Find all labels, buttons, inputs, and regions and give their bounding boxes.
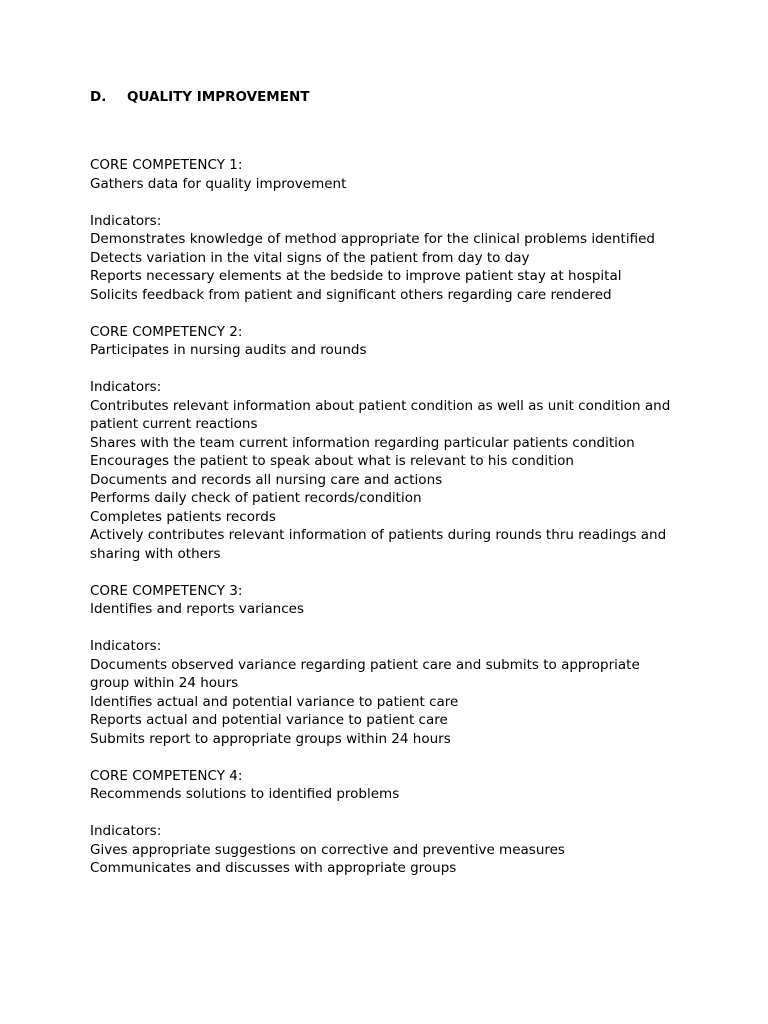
competency-list — [90, 156, 680, 896]
competency-heading: CORE COMPETENCY 1: — [90, 157, 243, 173]
indicator-item: Reports necessary elements at the bedside to improve patient stay at hospital — [90, 268, 622, 284]
indicator-item: Communicates and discusses with appropriate groups — [90, 860, 457, 876]
indicator-item: Reports actual and potential variance to patient care — [90, 712, 448, 728]
indicator-item: Performs daily check of patient records/condition — [90, 490, 422, 506]
competency-block-2 — [90, 323, 680, 564]
indicator-item: Encourages the patient to speak about what is relevant to his condition — [90, 453, 574, 469]
indicators-label: Indicators: — [90, 638, 162, 654]
section-heading — [90, 88, 309, 106]
indicator-item: Documents observed variance regarding patient care and submits to appropriate group within 24 hours — [90, 656, 640, 691]
competency-description: Recommends solutions to identified problems — [90, 786, 400, 802]
indicators-label: Indicators: — [90, 212, 162, 229]
competency-heading: CORE COMPETENCY 4: — [90, 767, 243, 784]
competency-heading: CORE COMPETENCY 2: — [90, 323, 243, 340]
competency-description: Gathers data for quality improvement — [90, 175, 347, 192]
indicator-list — [90, 397, 680, 564]
competency-description: Participates in nursing audits and rounds — [90, 342, 367, 358]
indicator-item: Detects variation in the vital signs of the patient from day to day — [90, 249, 530, 266]
competency-block-3 — [90, 582, 680, 749]
indicator-item: Actively contributes relevant information of patients during rounds thru readings and sharing with others — [90, 527, 667, 562]
indicator-list — [90, 230, 680, 304]
competency-block-4 — [90, 767, 680, 878]
section-number: D. — [90, 89, 107, 105]
indicator-item: Completes patients records — [90, 508, 276, 525]
indicator-item: Gives appropriate suggestions on corrective and preventive measures — [90, 841, 565, 858]
indicator-item: Contributes relevant information about patient condition as well as unit condition and patient current reactions — [90, 397, 671, 432]
indicators-label: Indicators: — [90, 823, 162, 839]
indicator-item: Documents and records all nursing care and actions — [90, 471, 443, 488]
indicator-list — [90, 841, 680, 878]
indicator-item: Identifies actual and potential variance to patient care — [90, 693, 459, 710]
indicator-list — [90, 656, 680, 749]
competency-description: Identifies and reports variances — [90, 601, 304, 617]
indicator-item: Solicits feedback from patient and significant others regarding care rendered — [90, 286, 612, 303]
competency-block-1 — [90, 156, 680, 304]
section-title: QUALITY IMPROVEMENT — [127, 89, 310, 105]
indicator-item: Shares with the team current information regarding particular patients condition — [90, 434, 635, 451]
competency-heading: CORE COMPETENCY 3: — [90, 582, 243, 599]
indicator-item: Demonstrates knowledge of method appropriate for the clinical problems identified — [90, 231, 655, 247]
indicators-label: Indicators: — [90, 379, 162, 395]
indicator-item: Submits report to appropriate groups within 24 hours — [90, 730, 451, 747]
